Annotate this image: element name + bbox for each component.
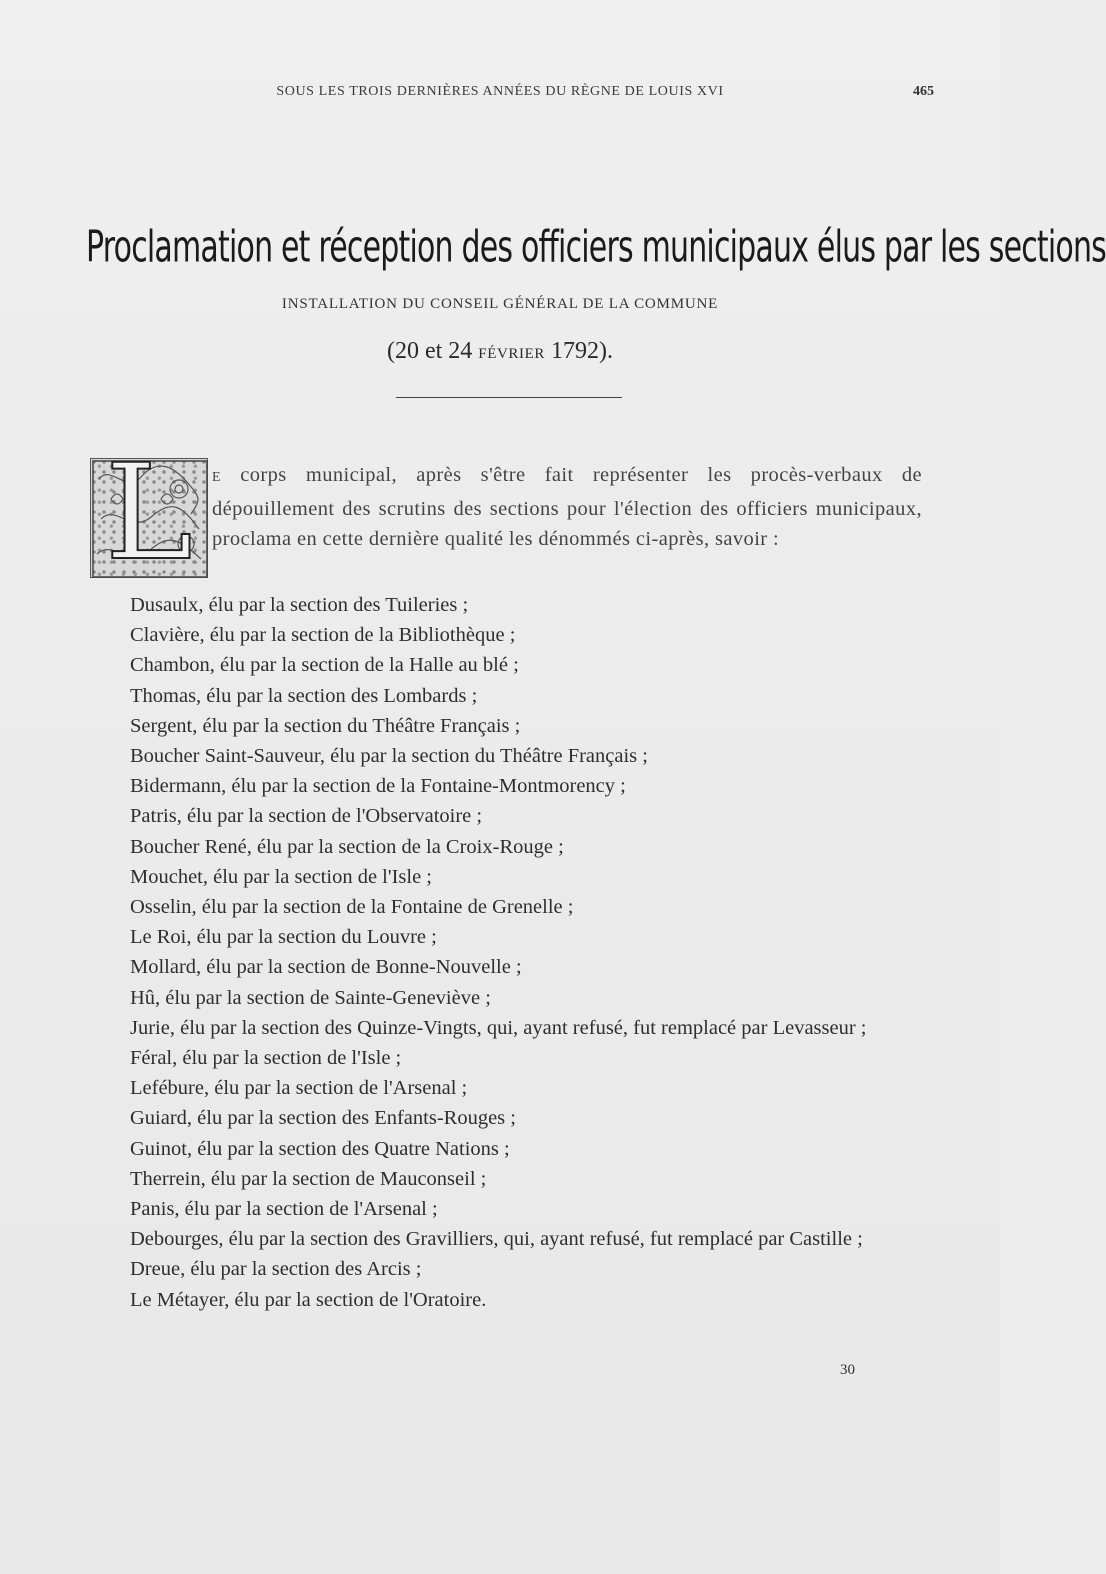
running-title: SOUS LES TROIS DERNIÈRES ANNÉES DU RÈGNE DE LOUIS XVI: [276, 84, 724, 99]
list-item: Mollard, élu par la section de Bonne-Nouvelle ;: [130, 956, 522, 979]
list-item: Mouchet, élu par la section de l'Isle ;: [130, 865, 432, 888]
list-item: Jurie, élu par la section des Quinze-Vingts, qui, ayant refusé, fut remplacé par Levasseur ;: [130, 1016, 867, 1039]
page-title: Proclamation et réception des officiers municipaux élus par les sections: [86, 222, 1106, 273]
entries-list: [84, 590, 924, 1315]
list-item: Guiard, élu par la section des Enfants-Rouges ;: [130, 1107, 516, 1130]
list-item: Patris, élu par la section de l'Observatoire ;: [130, 805, 483, 828]
subtitle: INSTALLATION DU CONSEIL GÉNÉRAL DE LA COMMUNE: [281, 296, 719, 312]
intro-paragraph: [212, 460, 922, 555]
date-close: 1792).: [545, 338, 614, 364]
ornamental-dropcap: [90, 436, 208, 590]
list-item: Féral, élu par la section de l'Isle ;: [130, 1047, 402, 1070]
date-month: FÉVRIER: [478, 346, 546, 362]
list-item: Therrein, élu par la section de Mauconseil ;: [130, 1167, 487, 1190]
list-item: Panis, élu par la section de l'Arsenal ;: [130, 1198, 438, 1221]
date-line: [0, 338, 1000, 365]
list-item: Thomas, élu par la section des Lombards ;: [130, 684, 478, 707]
list-item: Dreue, élu par la section des Arcis ;: [130, 1258, 422, 1281]
date-open: (20 et 24: [386, 338, 479, 364]
list-item: Sergent, élu par la section du Théâtre Français ;: [130, 714, 521, 737]
list-item: Le Métayer, élu par la section de l'Oratoire.: [130, 1288, 487, 1311]
dropcap-letter: L: [105, 436, 193, 590]
list-item: Le Roi, élu par la section du Louvre ;: [130, 926, 437, 949]
list-item: Dusaulx, élu par la section des Tuileries ;: [130, 594, 469, 616]
list-item: Clavière, élu par la section de la Bibliothèque ;: [130, 624, 516, 647]
list-item: Osselin, élu par la section de la Fontaine de Grenelle ;: [130, 896, 574, 919]
list-item: Boucher Saint-Sauveur, élu par la section du Théâtre Français ;: [130, 745, 648, 768]
page-number: 465: [913, 84, 934, 99]
list-item: Debourges, élu par la section des Gravilliers, qui, ayant refusé, fut remplacé par Castille ;: [130, 1228, 863, 1251]
list-item: Boucher René, élu par la section de la Croix-Rouge ;: [130, 835, 564, 858]
list-item: Guinot, élu par la section des Quatre Nations ;: [130, 1137, 510, 1160]
section-divider: [396, 397, 622, 398]
intro-cap-rest: E: [212, 470, 222, 485]
list-item: Hû, élu par la section de Sainte-Geneviève ;: [130, 986, 491, 1009]
list-item: Bidermann, élu par la section de la Fontaine-Montmorency ;: [130, 775, 626, 798]
signature-mark: 30: [840, 1362, 855, 1378]
list-item: Lefébure, élu par la section de l'Arsenal ;: [130, 1077, 468, 1100]
intro-text: corps municipal, après s'être fait représenter les procès-verbaux de dépouillement des scrutins des sections pour l'élection des officiers municipaux, proclama en cette dernière qualité les dénommés ci-après, savoir :: [212, 464, 922, 550]
list-item: Chambon, élu par la section de la Halle au blé ;: [130, 654, 519, 677]
